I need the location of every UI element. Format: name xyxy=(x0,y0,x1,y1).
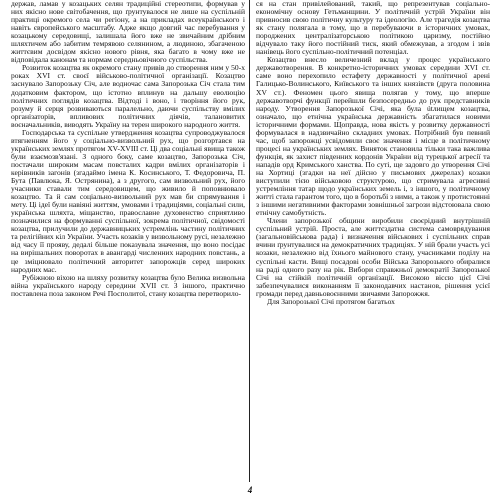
paragraph: Рубіжною віхою на шляху розвитку козацтва було Велика визвольна війна українського народу середини XVII ст. З іншого, практично поставлена поза законом Речі Посполитої, стану козацтва перетворило- xyxy=(11,272,245,298)
paragraph: Для Запорозької Січі протягом багатьох xyxy=(267,296,395,306)
paragraph: Господарська та суспільне утвердження козацтва супроводжувалося втягненням його у соціально-визвольний рух, що розгортався на українських землях протягом XV-XVIII ст. Ці два соціальні явища також були взаємозв'язані. З одного боку, саме козацтво, Запорозька Січ, постачали широким масам повсталих кадри вмілих організаторів і керівників загонів (згадаймо імена К. Косинського, Т. Федоровича, П. Бута (Павлюка, Я. Острянина), а з другого, сам визвольний рух, його учасники ставали тим середовищем, що живило й поповнювало козацтво. Та й сам соціально-визвольний рух мав би спрямування і мету. Ці ідеї були навіяні життям, умовами і традиціями, соціальні сили, українська шляхта, міщанство, православне духовенство сприятливо позначилися на формуванні суспільної, зокрема політичної, свідомості козацтва, прилучили до державницьких устремлінь частину політичних та релігійних кіл України. Участь козаків у визвольному русі, незалежно від часу її прояву, дедалі більше показувала значення, що воно посідає на вирішальних поворотах в авангарді численних народних повстань, а це зміцнювало політичний авторитет запорожців серед широких народних мас. xyxy=(11,127,245,274)
column-divider xyxy=(249,0,250,482)
paragraph: Козацтво внесло величезний вклад у процес українського державотворення. В конкретно-історичних умовах середини XVI ст. саме воно перехопило естафету державності у політичної арені Галицько-Волинського, Київського та інших князівств (друга половина XV ст.). Феномен цього явища полягав у тому, що вперше державотворчі функції перейшли безпосередньо до рук представників народу. Утворення Запорозької Січі, яка була útлищем козацтва, означало, що етнічна українська державність збагатилася новими історичними формами. Щоправда, нова якість у розвитку державності формувалася в надзвичайно складних умовах. Потрібний був певний час, щоб запорожці усвідомили своє значення і місце в політичному процесі на українських землях. Виняток становила тільки така важлива функція, як захист південних кордонів України від турецької агресії та нападів орд Кримського ханства. По суті, ще задовго до утворення Січі на Хортиці (згадки на неї дійсно у письмових джерелах) козаки виступили тією військовою структурою, що стримувала агресивні устремління татар щодо українських земель і, з іншого, у політичному житті стала гарантом того, що в боротьбі з ними, а також у протистоянні з іншими негативними факторами зовнішньої загрози відстоювала свою етнічну самобутність. xyxy=(256,55,490,218)
paragraph: ся на стан привілейований, такий, що репрезентував соціально-економічну основу Гетьманщини. У політичній устрій України він привносив свою політичну культуру та ідеологію. Але трагедія козацтва як стану полягала в тому, що в перебуваючи в історичних умовах, породжених централізаторською політикою царизму, постійно відчувало таку його постійний тиск, який обмежував, а згодом і звів нанівець його суспільно-політичний потенціал. xyxy=(256,0,490,57)
page-number: 4 xyxy=(247,485,253,495)
left-column xyxy=(11,0,245,298)
right-column xyxy=(256,0,490,306)
paragraph: Розвиток козацтва як окремого стану привів до створення ним у 50-х роках XVI ст. своєї військово-політичної організації. Козацтво заснувало Запорозьку Січ, але водночас сама Запорозька Січ стала тим додатковим фактором, що істотно вплинув на дальшу еволюцію політичних поглядів козацтва. Відтоді і воно, і творіння його рук, розуму й серця розвиваються паралельно, даючи суспільству вмілих організаторів, впливових політичних діячів, талановитих воєначальників, виводять Україну на терен широкого народного життя. xyxy=(11,63,245,129)
paragraph: держав, ламав у козацьких селян традиційні стереотипи, формував у них якісно нове світобачення, що ґрунтувалося не лише на суспільній практиці окремого села чи регіону, а на прикладах всеукраїнського і навіть європейського масштабу. Адже якщо довгий час перебування у козацькому середовищі, залишала його вже не звичайним дрібним шляхтичем або забитим темрявою селянином, а людиною, збагаченою життєвим досвідом якісно нового рівня, яка багато в чому вже не відповідала канонам та нормам середньовічного суспільства. xyxy=(11,0,245,65)
paragraph: Члени запорозької общини виробили своєрідний внутрішній суспільний устрій. Проста, але життєздатна система самоврядування (загальновійськова рада) і визначення військових і суспільних справ вчини ґрунтувалися на демократичних традиціях. У ній брали участь усі козаки, незалежно від їхнього майнового стану, учасниками поділу на суспільні касти. Вищі посадові особи Війська Запорозького обиралися на раді одного разу на рік. Вибори справжньої демократії Запорозької Січі на стійкій політичній організації. Високою віссю цієї Січі забезпечувалися виконанням її законодавчих настанов, рішення усієї громади перед давньовоєнними звичаями Запорожжя. xyxy=(256,216,490,298)
